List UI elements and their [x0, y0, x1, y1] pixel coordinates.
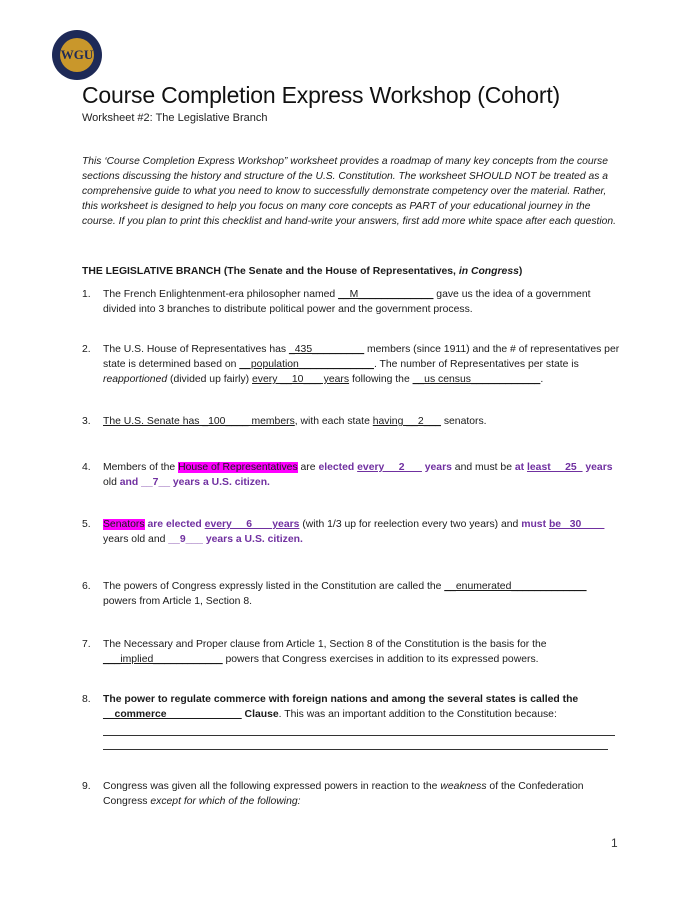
- answer-field[interactable]: __enumerated_____________: [444, 581, 587, 592]
- answer-line[interactable]: [103, 736, 608, 750]
- answer-field[interactable]: __M_____________: [338, 289, 434, 300]
- answer-field[interactable]: ___implied____________: [103, 654, 223, 665]
- answer-line[interactable]: [103, 722, 615, 736]
- section-heading: THE LEGISLATIVE BRANCH (The Senate and the House of Representatives, in Congress): [82, 266, 523, 277]
- page-number: 1: [611, 836, 618, 850]
- answer-field[interactable]: be _30____: [548, 519, 605, 530]
- answer-field[interactable]: __population_____________: [239, 359, 374, 370]
- answer-field[interactable]: least __25_: [527, 462, 583, 473]
- answer-field[interactable]: The U.S. Senate has _100____ members: [103, 416, 295, 427]
- question-9: 9. Congress was given all the following expressed powers in reaction to the weakness of the Confederation Congress except for which of the following:: [82, 781, 584, 807]
- page-subtitle: Worksheet #2: The Legislative Branch: [82, 112, 268, 124]
- answer-field[interactable]: __9___ years a U.S. citizen.: [168, 534, 303, 545]
- answer-field[interactable]: and __7__ years a U.S. citizen.: [119, 477, 270, 488]
- logo-text: WGU: [60, 38, 94, 72]
- answer-field[interactable]: __us census____________: [412, 374, 541, 385]
- highlight: Senators: [103, 519, 145, 530]
- answer-field[interactable]: every __10___ years: [252, 374, 350, 385]
- intro-paragraph: This ‘Course Completion Express Workshop” worksheet provides a roadmap of many key concepts from the course sections discussing the history and structure of the U.S. Constitution. The worksheet SHOULD NOT be treated as a comprehensive guide to what you need to know to successfully demonstrate competency over the material. Rather, this worksheet is designed to help you focus on many core concepts as PART of your educational journey in the course. If you plan to print this checklist and hand-write your answers, first add more white space after each question.: [82, 156, 616, 227]
- question-3: 3. The U.S. Senate has _100____ members, with each state having __2___ senators.: [82, 416, 487, 427]
- answer-field[interactable]: _435_________: [288, 344, 365, 355]
- question-6: 6. The powers of Congress expressly listed in the Constitution are called the __enumerated_____________ powers from Article 1, Section 8.: [82, 581, 587, 607]
- question-2: 2. The U.S. House of Representatives has _435_________ members (since 1911) and the # of representatives per state is determined based on __population_____________. The number of Representatives per state is reapportioned (divided up fairly) every __10___ years following the __us census____________.: [82, 344, 620, 385]
- answer-field[interactable]: having __2___: [372, 416, 441, 427]
- question-1: 1. The French Enlightenment-era philosopher named __M_____________ gave us the idea of a government divided into 3 branches to distribute political power and the government process.: [82, 289, 591, 315]
- question-8: 8. The power to regulate commerce with foreign nations and among the several states is called the __commerce_____________ Clause. This was an important addition to the Constitution because:: [82, 692, 622, 750]
- question-5: 5. Senators are elected every __6___ years (with 1/3 up for reelection every two years) and must be _30____ years old and __9___ years a U.S. citizen.: [82, 519, 605, 545]
- wgu-logo: [52, 30, 102, 80]
- answer-field[interactable]: every __6___ years: [204, 519, 300, 530]
- question-4: 4. Members of the House of Representatives are elected every __2___ years and must be at least __25_ years old and __7__ years a U.S. citizen.: [82, 462, 613, 488]
- question-7: 7. The Necessary and Proper clause from Article 1, Section 8 of the Constitution is the basis for the ___implied____________ powers that Congress exercises in addition to its expressed powers.: [82, 639, 547, 665]
- answer-field[interactable]: __commerce_____________: [103, 709, 242, 720]
- highlight: House of Representatives: [178, 462, 298, 473]
- page-title: Course Completion Express Workshop (Cohort): [82, 82, 560, 108]
- answer-field[interactable]: every __2___: [357, 462, 422, 473]
